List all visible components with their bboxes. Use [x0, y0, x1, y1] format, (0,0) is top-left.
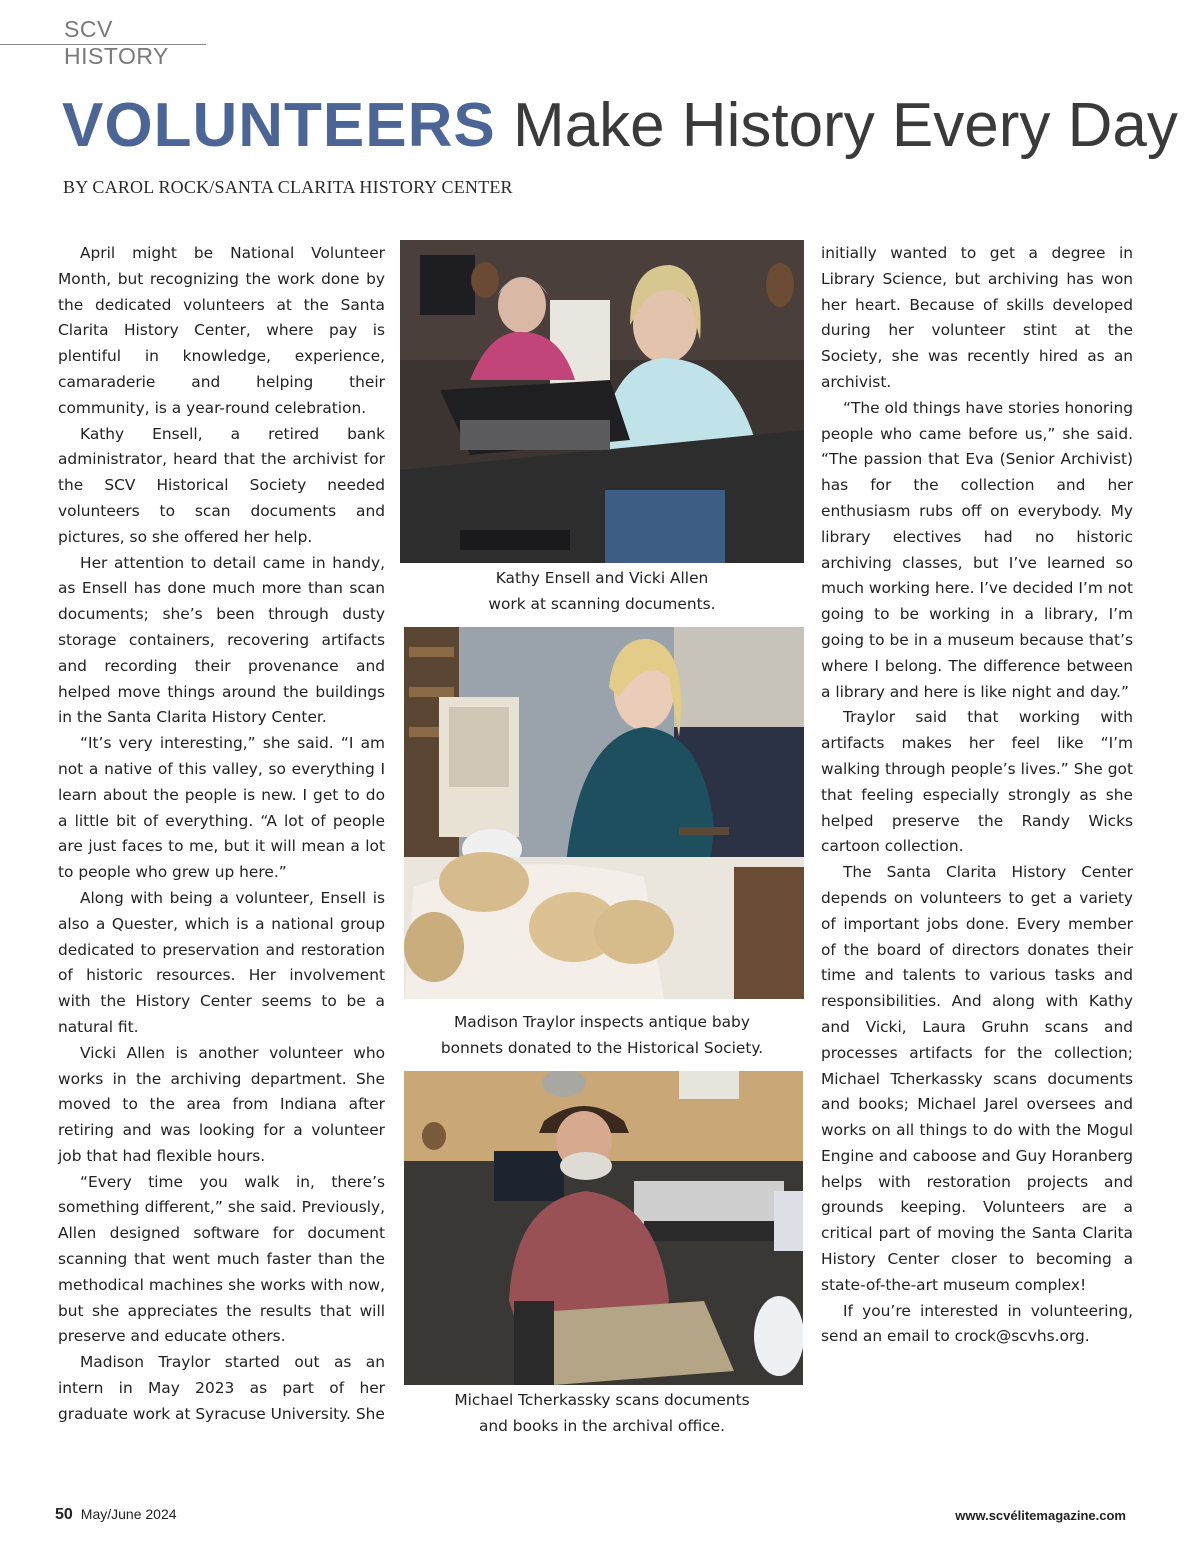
photo-traylor-bonnets	[404, 627, 804, 999]
caption-photo-3	[400, 1388, 804, 1439]
photo-traylor-bonnets-image	[404, 627, 804, 999]
byline: BY CAROL ROCK/SANTA CLARITA HISTORY CENTER	[63, 177, 513, 197]
section-label-text: SCV HISTORY	[64, 16, 169, 69]
title-strong: VOLUNTEERS	[62, 91, 496, 160]
photo-ensell-allen	[400, 240, 804, 563]
paragraph: “Every time you walk in, there’s something different,” she said. Previously, Allen designed software for document scanning that went much faster than the methodical machines she works with now, but she appreciates the results that will preserve and educate others.	[58, 1172, 385, 1346]
caption-photo-2	[400, 1010, 804, 1061]
right-column	[821, 241, 1133, 1350]
paragraph: “The old things have stories honoring people who came before us,” she said. “The passion that Eva (Senior Archivist) has for the collection and her enthusiasm rubs off on everybody. My library electives had no historic archiving classes, but I’ve learned so much working here. I’ve decided I’m not going to be working in a library, I’m going to be in a museum because that’s where I belong. The difference between a library and here is like night and day.”	[821, 398, 1133, 701]
caption-line: Kathy Ensell and Vicki Allen	[495, 569, 709, 587]
paragraph: The Santa Clarita History Center depends on volunteers to get a variety of important jobs done. Every member of the board of directors donates their time and talents to various tasks and responsibilities. And along with Kathy and Vicki, Laura Gruhn scans and processes artifacts for the collection; Michael Tcherkassky scans documents and books; Michael Jarel oversees and works on all things to do with the Mogul Engine and caboose and Guy Horanberg helps with restoration projects and grounds keeping. Volunteers are a critical part of moving the Santa Clarita History Center closer to becoming a state-of-the-art museum complex!	[821, 863, 1133, 1294]
caption-line: work at scanning documents.	[488, 594, 716, 613]
paragraph: Madison Traylor started out as an intern in May 2023 as part of her graduate work at Syracuse University. She	[58, 1353, 385, 1423]
photo-tcherkassky-office	[404, 1071, 803, 1385]
photo-tcherkassky-office-image	[404, 1071, 803, 1385]
caption-photo-1	[400, 566, 804, 617]
paragraph: Vicki Allen is another volunteer who works in the archiving department. She moved to the area from Indiana after retiring and was looking for a volunteer job that had flexible hours.	[58, 1043, 385, 1165]
paragraph: If you’re interested in volunteering, send an email to crock@scvhs.org.	[821, 1301, 1133, 1346]
paragraph: Along with being a volunteer, Ensell is also a Quester, which is a national group dedicated to preservation and restoration of historic resources. Her involvement with the History Center seems to be a natural fit.	[58, 888, 385, 1036]
paragraph: Traylor said that working with artifacts makes her feel like “I’m walking through people’s lives.” She got that feeling especially strongly as she helped preserve the Randy Wicks cartoon collection.	[821, 708, 1133, 856]
caption-line: bonnets donated to the Historical Society.	[440, 1038, 764, 1057]
title-rest: Make History Every Day	[512, 91, 1178, 160]
paragraph: Kathy Ensell, a retired bank administrator, heard that the archivist for the SCV Historical Society needed volunteers to scan documents and pictures, so she offered her help.	[58, 424, 385, 546]
caption-line: Michael Tcherkassky scans documents	[454, 1391, 750, 1409]
paragraph: Her attention to detail came in handy, as Ensell has done much more than scan documents; she’s been through dusty storage containers, recovering artifacts and recording their provenance and helped move things around the buildings in the Santa Clarita History Center.	[58, 553, 385, 727]
page-number: 50	[55, 1506, 73, 1523]
section-label	[0, 16, 206, 69]
paragraph: “It’s very interesting,” she said. “I am not a native of this valley, so everything I learn about the people is new. I get to do a little bit of everything. “A lot of people are just faces to me, but it will mean a lot to people who grew up here.”	[58, 734, 385, 882]
article-title	[62, 86, 1178, 166]
caption-line: Madison Traylor inspects antique baby	[454, 1013, 750, 1031]
paragraph: April might be National Volunteer Month, but recognizing the work done by the dedicated volunteers at the Santa Clarita History Center, where pay is plentiful in knowledge, experience, camaraderie and helping their community, is a year-round celebration.	[58, 244, 385, 417]
caption-line: and books in the archival office.	[478, 1416, 726, 1435]
left-column	[58, 241, 385, 1428]
issue-date: May/June 2024	[80, 1506, 177, 1522]
photo-ensell-allen-image	[400, 240, 804, 563]
footer-website: www.scvélitemagazine.com	[955, 1508, 1126, 1523]
footer-folio	[55, 1506, 177, 1524]
paragraph: initially wanted to get a degree in Library Science, but archiving has won her heart. Because of skills developed during her volunteer stint at the Society, she was recently hired as an archivist.	[821, 244, 1133, 391]
